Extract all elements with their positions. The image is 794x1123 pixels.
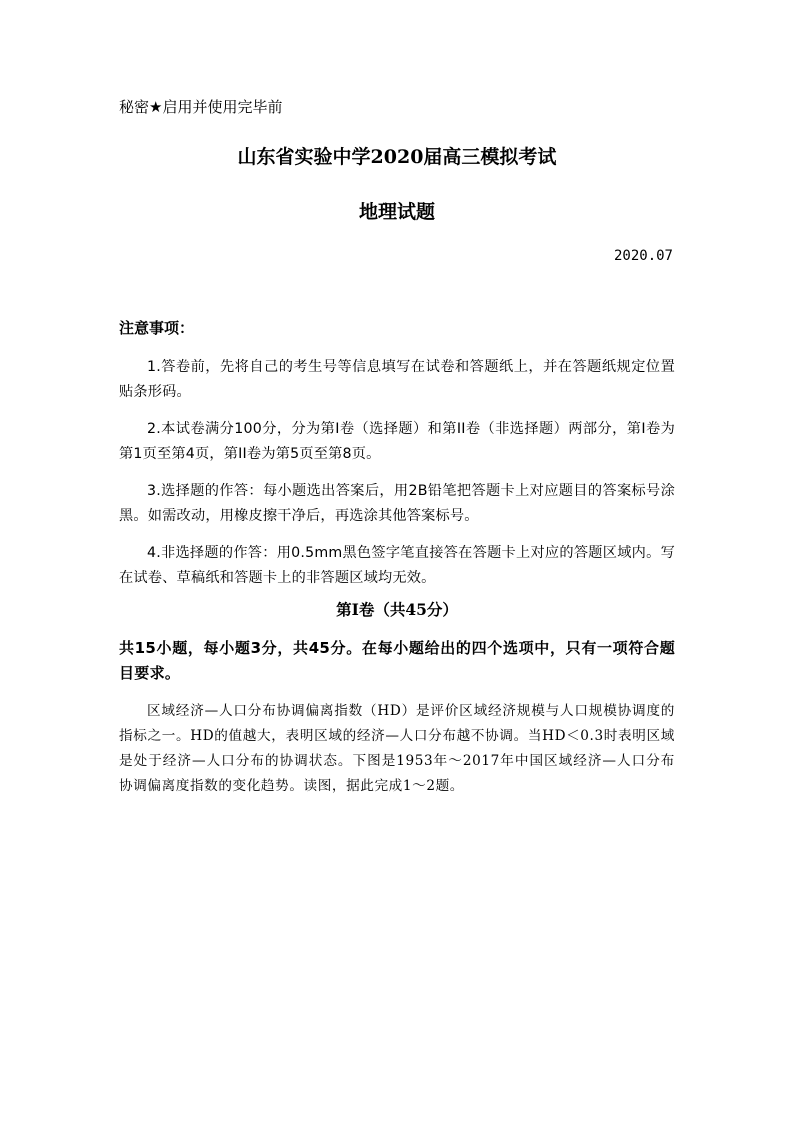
notice-item: 3.选择题的作答：每小题选出答案后，用2B铅笔把答题卡上对应题目的答案标号涂黑。如需改动，用橡皮擦干净后，再选涂其他答案标号。 [119,483,675,524]
exam-subtitle: 地理试题 [358,201,435,223]
exam-title: 山东省实验中学2020届高三模拟考试 [237,146,557,168]
exam-date: 2020.07 [613,248,673,264]
section-instructions: 共15小题，每小题3分，共45分。在每小题给出的四个选项中，只有一项符合题目要求。 [119,639,675,682]
notice-item: 2.本试卷满分100分，分为第I卷（选择题）和第II卷（非选择题）两部分，第I卷为第1页至第4页，第II卷为第5页至第8页。 [119,421,675,462]
confidential-label: 秘密★启用并使用完毕前 [119,98,283,116]
section-heading: 第I卷（共45分） [336,600,458,619]
question-passage: 区域经济—人口分布协调偏离指数（HD）是评价区域经济规模与人口规模协调度的指标之一。HD的值越大，表明区域的经济—人口分布越不协调。当HD＜0.3时表明区域是处于经济—人口分布的协调状态。下图是1953年～2017年中国区域经济—人口分布协调偏离度指数的变化趋势。读图，据此完成1～2题。 [119,703,675,794]
notice-item: 4.非选择题的作答：用0.5mm黑色签字笔直接答在答题卡上对应的答题区域内。写在试卷、草稿纸和答题卡上的非答题区域均无效。 [119,545,675,586]
notice-item: 1.答卷前，先将自己的考生号等信息填写在试卷和答题纸上，并在答题纸规定位置贴条形码。 [119,359,675,400]
notice-heading: 注意事项： [119,319,195,337]
